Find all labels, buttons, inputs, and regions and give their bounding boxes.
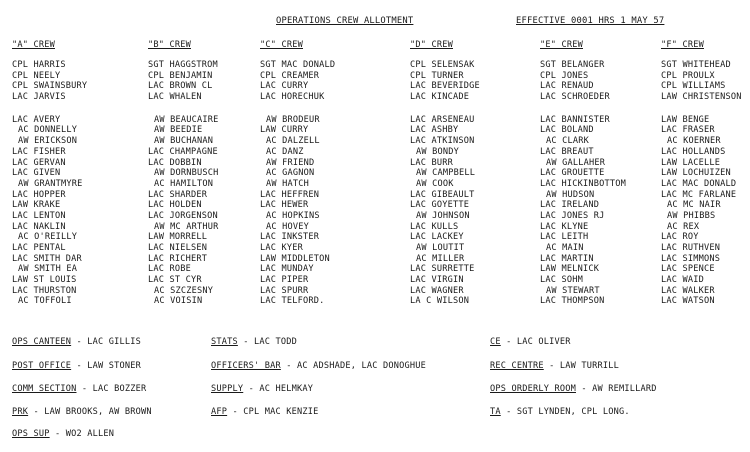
crew-d-member: AW CAMPBELL [416, 168, 476, 179]
crew-e-member: LAC THOMPSON [540, 296, 605, 307]
crew-c-leaders [260, 60, 335, 103]
duty-label: OPS CANTEEN [12, 337, 72, 347]
crew-b-member: LAC ROBE [148, 264, 191, 275]
crew-a-heading: "A" CREW [12, 40, 55, 50]
crew-e-heading: "E" CREW [540, 40, 583, 50]
crew-d-member: LAC KULLS [410, 221, 459, 232]
crew-d-member: LAC ARSENEAU [410, 114, 475, 125]
crew-b-member: LAC JORGENSON [148, 210, 218, 221]
crew-b-member: LAW MORRELL [148, 232, 208, 243]
effective-date: EFFECTIVE 0001 HRS 1 MAY 57 [516, 16, 665, 26]
crew-f-leader: CPL WILLIAMS [661, 81, 726, 92]
crew-f-member: LAC SPENCE [661, 264, 715, 275]
crew-e-member: LAC BREAUT [540, 146, 594, 157]
crew-a-member: LAC LENTON [12, 210, 66, 221]
crew-b-member: AW MC ARTHUR [154, 221, 219, 232]
crew-a-member: LAC GERVAN [12, 157, 66, 168]
crew-b-members [148, 115, 219, 307]
crew-a-leader: CPL NEELY [12, 70, 61, 81]
crew-e-leader: CPL JONES [540, 70, 589, 81]
duty-ops-orderly-room: OPS ORDERLY ROOM - AW REMILLARD [490, 384, 657, 394]
crew-d-member: AC MILLER [416, 253, 465, 264]
crew-c-member: LAC MUNDAY [260, 264, 314, 275]
crew-d-member: LAC WAGNER [410, 285, 464, 296]
crew-d-member: AW BONDY [416, 146, 459, 157]
crew-a-leader: CPL HARRIS [12, 60, 66, 70]
duty-value: AC HELMKAY [259, 384, 314, 394]
crew-f-leader: SGT WHITEHEAD [661, 60, 731, 70]
crew-a-member: LAC NAKLIN [12, 221, 66, 232]
crew-a-member: AW SMITH EA [18, 264, 78, 275]
duty-value: LAC GILLIS [87, 337, 141, 347]
duty-value: CPL MAC KENZIE [243, 407, 319, 417]
crew-e-leader: SGT BELANGER [540, 60, 605, 70]
crew-f-leader: CPL PROULX [661, 70, 715, 81]
crew-c-member: LAC HEFFREN [260, 189, 320, 200]
duty-label: REC CENTRE [490, 361, 544, 371]
crew-f-member: LAC RUTHVEN [661, 243, 721, 253]
crew-e-member: AW GALLAHER [546, 157, 606, 168]
duty-label: COMM SECTION [12, 384, 77, 394]
crew-c-column [260, 40, 335, 307]
crew-f-member: LAC MAC DONALD [661, 178, 737, 189]
crew-c-leader: LAC CURRY [260, 81, 309, 92]
crew-b-leader: LAC WHALEN [148, 92, 202, 103]
crew-b-leader: LAC BROWN CL [148, 81, 213, 92]
crew-b-member: LAC SHARDER [148, 189, 208, 200]
crew-a-member: AC TOFFOLI [18, 296, 72, 307]
crew-c-members [260, 115, 335, 307]
crew-e-member: LAC GROUETTE [540, 168, 605, 179]
crew-c-member: AC DANZ [266, 146, 304, 157]
crew-c-member: LAW CURRY [260, 125, 309, 136]
crew-e-leader: LAC RENAUD [540, 81, 594, 92]
crew-b-leaders [148, 60, 219, 103]
crew-d-member: LAC BURR [410, 157, 453, 168]
crew-c-member: LAC TELFORD. [260, 296, 325, 307]
crew-d-member: LAC SURRETTE [410, 264, 475, 275]
duty-value: LAW STONER [87, 361, 141, 371]
crew-f-members [661, 115, 742, 307]
duty-value: LAC OLIVER [516, 337, 571, 347]
crew-f-leaders [661, 60, 742, 103]
crew-e-member: AC MAIN [546, 243, 584, 253]
crew-b-leader: CPL BENJAMIN [148, 70, 213, 81]
crew-e-member: AW HUDSON [546, 189, 595, 200]
crew-c-member: AW HATCH [266, 178, 309, 189]
crew-d-member: AW COOK [416, 178, 454, 189]
crew-b-member: LAC HOLDEN [148, 200, 202, 211]
crew-a-members [12, 115, 87, 307]
crew-b-member: AW BEAUCAIRE [154, 114, 219, 125]
crew-e-member: LAC MARTIN [540, 253, 594, 264]
duty-prk: PRK - LAW BROOKS, AW BROWN [12, 407, 152, 417]
crew-c-member: LAC KYER [260, 243, 303, 253]
duty-officers-bar: OFFICERS' BAR - AC ADSHADE, LAC DONOGHUE [211, 361, 426, 371]
crew-a-member: LAC FISHER [12, 146, 66, 157]
crew-b-member: LAC CHAMPAGNE [148, 146, 218, 157]
crew-f-member: LAC WATSON [661, 296, 715, 307]
crew-c-member: AC HOPKINS [266, 210, 320, 221]
crew-f-member: AW PHIBBS [667, 210, 716, 221]
crew-a-member: AC O'REILLY [18, 232, 78, 243]
crew-e-member: LAC IRELAND [540, 200, 600, 211]
duty-ta: TA - SGT LYNDEN, CPL LONG. [490, 407, 630, 417]
crew-c-member: AW FRIEND [266, 157, 315, 168]
crew-e-member: LAC BOLAND [540, 125, 594, 136]
crew-e-member: AW STEWART [546, 285, 600, 296]
crew-b-member: AW DORNBUSCH [154, 168, 219, 179]
duty-value: LAC TODD [254, 337, 297, 347]
crew-d-member: LAC GOYETTE [410, 200, 470, 211]
crew-c-member: LAC INKSTER [260, 232, 320, 243]
crew-b-member: AC SZCZESNY [154, 285, 214, 296]
crew-d-member: LAC LACKEY [410, 232, 464, 243]
crew-a-member: LAC THURSTON [12, 285, 77, 296]
crew-a-member: LAC PENTAL [12, 243, 66, 253]
crew-f-leader: LAW CHRISTENSON [661, 92, 742, 103]
duty-value: AC ADSHADE, LAC DONOGHUE [297, 361, 426, 371]
crew-a-leader: CPL SWAINSBURY [12, 81, 88, 92]
duty-stats: STATS - LAC TODD [211, 337, 297, 347]
crew-a-leaders [12, 60, 87, 103]
crew-b-member: AW BEEDIE [154, 125, 203, 136]
crew-e-member: LAC KLYNE [540, 221, 589, 232]
crew-d-leader: LAC KINCADE [410, 92, 470, 103]
duty-value: LAW BROOKS, AW BROWN [44, 407, 152, 417]
crew-a-leader: LAC JARVIS [12, 92, 66, 103]
duty-value: LAW TURRILL [559, 361, 619, 371]
duty-ops-sup: OPS SUP - WO2 ALLEN [12, 429, 115, 439]
crew-c-leader: LAC HORECHUK [260, 92, 325, 103]
crew-d-member: AW LOUTIT [416, 243, 465, 253]
duty-label: PRK [12, 407, 29, 417]
crew-f-member: LAC MC FARLANE [661, 189, 737, 200]
crew-d-leaders [410, 60, 480, 103]
crew-d-member: AW JOHNSON [416, 210, 470, 221]
crew-d-member: LAC ATKINSON [410, 136, 475, 147]
crew-e-member: AC CLARK [546, 136, 589, 147]
duty-value: LAC BOZZER [92, 384, 147, 394]
page-title: OPERATIONS CREW ALLOTMENT [276, 16, 414, 26]
crew-a-member: LAW ST LOUIS [12, 275, 77, 286]
crew-a-member: AC DONNELLY [18, 125, 78, 136]
crew-b-member: LAC DOBBIN [148, 157, 202, 168]
crew-c-member: AC DALZELL [266, 136, 320, 147]
crew-a-column [12, 40, 87, 307]
duty-ops-canteen: OPS CANTEEN - LAC GILLIS [12, 337, 141, 347]
crew-a-member: AW GRANTMYRE [18, 178, 83, 189]
duty-label: POST OFFICE [12, 361, 72, 371]
duty-label: SUPPLY [211, 384, 244, 394]
duty-label: OPS SUP [12, 429, 50, 439]
duty-comm-section: COMM SECTION - LAC BOZZER [12, 384, 147, 394]
crew-e-members [540, 115, 626, 307]
crew-b-member: LAC ST CYR [148, 275, 202, 286]
duty-supply: SUPPLY - AC HELMKAY [211, 384, 314, 394]
crew-e-member: LAC JONES RJ [540, 210, 605, 221]
crew-f-member: LAC WAID [661, 275, 704, 286]
crew-d-member: LAC GIBEAULT [410, 189, 475, 200]
duty-label: TA [490, 407, 501, 417]
crew-d-leader: CPL SELENSAK [410, 60, 475, 70]
crew-a-member: LAW KRAKE [12, 200, 61, 211]
crew-e-member: LAC HICKINBOTTOM [540, 178, 626, 189]
crew-b-column [148, 40, 219, 307]
duty-rec-centre: REC CENTRE - LAW TURRILL [490, 361, 619, 371]
crew-c-heading: "C" CREW [260, 40, 303, 50]
crew-d-member: LAC VIRGIN [410, 275, 464, 286]
duty-ce: CE - LAC OLIVER [490, 337, 571, 347]
duty-value: AW REMILLARD [592, 384, 657, 394]
crew-b-member: LAC RICHERT [148, 253, 208, 264]
crew-f-member: LAW LACELLE [661, 157, 721, 168]
crew-b-member: LAC NIELSEN [148, 243, 208, 253]
crew-c-member: AC HOVEY [266, 221, 309, 232]
crew-a-member: LAC SMITH DAR [12, 253, 82, 264]
crew-d-member: LAC ASHBY [410, 125, 459, 136]
crew-c-member: LAC HEWER [260, 200, 309, 211]
duty-label: CE [490, 337, 501, 347]
crew-c-member: LAC PIPER [260, 275, 309, 286]
crew-f-heading: "F" CREW [661, 40, 704, 50]
crew-c-leader: CPL CREAMER [260, 70, 320, 81]
crew-f-member: LAW BENGE [661, 114, 710, 125]
duty-label: OPS ORDERLY ROOM [490, 384, 576, 394]
crew-e-leader: LAC SCHROEDER [540, 92, 610, 103]
crew-d-heading: "D" CREW [410, 40, 453, 50]
crew-f-member: LAC FRASER [661, 125, 715, 136]
crew-e-member: LAC BANNISTER [540, 114, 610, 125]
crew-f-member: AC MC NAIR [667, 200, 721, 211]
crew-c-member: AC GAGNON [266, 168, 315, 179]
duty-afp: AFP - CPL MAC KENZIE [211, 407, 319, 417]
crew-d-member: LA C WILSON [410, 296, 470, 307]
crew-e-member: LAW MELNICK [540, 264, 600, 275]
crew-d-leader: LAC BEVERIDGE [410, 81, 480, 92]
crew-f-member: LAC SIMMONS [661, 253, 721, 264]
duty-value: SGT LYNDEN, CPL LONG. [516, 407, 630, 417]
crew-b-member: AC VOISIN [154, 296, 203, 307]
crew-c-member: AW BRODEUR [266, 114, 320, 125]
crew-b-member: AW BUCHANAN [154, 136, 214, 147]
duty-label: AFP [211, 407, 228, 417]
crew-d-leader: CPL TURNER [410, 70, 464, 81]
crew-a-member: AW ERICKSON [18, 136, 78, 147]
duty-value: WO2 ALLEN [65, 429, 115, 439]
crew-b-heading: "B" CREW [148, 40, 191, 50]
crew-e-member: LAC LEITH [540, 232, 589, 243]
crew-a-member: LAC HOPPER [12, 189, 66, 200]
crew-a-member: LAC AVERY [12, 114, 61, 125]
crew-e-column [540, 40, 626, 307]
crew-c-member: LAW MIDDLETON [260, 253, 330, 264]
crew-f-member: LAC WALKER [661, 285, 715, 296]
crew-c-leader: SGT MAC DONALD [260, 60, 336, 70]
crew-f-column [661, 40, 742, 307]
crew-f-member: AC REX [667, 221, 700, 232]
crew-b-member: AC HAMILTON [154, 178, 214, 189]
crew-e-member: LAC SOHM [540, 275, 583, 286]
crew-d-members [410, 115, 480, 307]
duty-post-office: POST OFFICE - LAW STONER [12, 361, 141, 371]
duty-label: OFFICERS' BAR [211, 361, 281, 371]
crew-f-member: LAC HOLLANDS [661, 146, 726, 157]
crew-a-member: LAC GIVEN [12, 168, 61, 179]
crew-f-member: LAW LOCHUIZEN [661, 168, 731, 179]
crew-f-member: LAC ROY [661, 232, 699, 243]
crew-e-leaders [540, 60, 626, 103]
crew-c-member: LAC SPURR [260, 285, 309, 296]
crew-f-member: AC KOERNER [667, 136, 721, 147]
crew-d-column [410, 40, 480, 307]
duty-label: STATS [211, 337, 238, 347]
crew-b-leader: SGT HAGGSTROM [148, 60, 218, 70]
